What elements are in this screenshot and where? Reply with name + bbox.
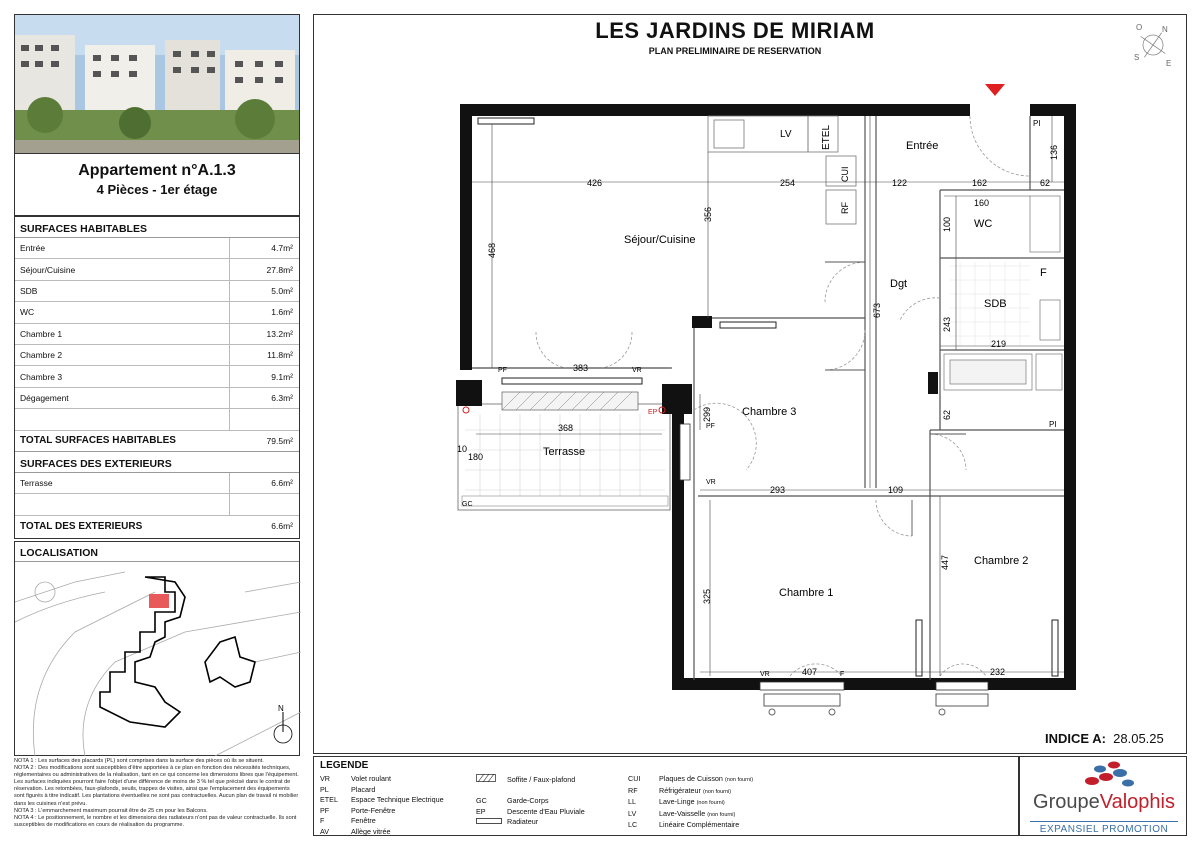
surface-row-empty: [15, 494, 299, 515]
surface-name: Terrasse: [20, 478, 53, 489]
surface-value: 27.8m²: [229, 259, 299, 279]
north-arrow-icon: [274, 704, 292, 743]
surface-name: Entrée: [20, 243, 46, 254]
dim-122: 122: [892, 178, 908, 188]
dim-62-a: 62: [1040, 178, 1051, 188]
total-habitables-row: [15, 431, 299, 452]
surface-name: SDB: [20, 285, 38, 296]
compass-o: O: [1136, 23, 1143, 32]
total-habitables-value: 79.5m²: [266, 435, 293, 446]
legend-item: Radiateur: [476, 817, 585, 828]
legend-item: F Fenêtre: [320, 816, 376, 826]
dim-254: 254: [780, 178, 796, 188]
logo: [1019, 756, 1187, 836]
surfaces-habitables-title: SURFACES HABITABLES: [15, 217, 299, 238]
soffite-hatch-icon: [476, 774, 496, 782]
project-subtitle: PLAN PRELIMINAIRE DE RESERVATION: [648, 46, 822, 56]
abbr-pi-1: PI: [1033, 119, 1041, 128]
apartment-subtitle: 4 Pièces - 1er étage: [96, 182, 218, 197]
apartment-header: [14, 154, 300, 216]
nota-1: NOTA 1 : Les surfaces des placards (PL) sont comprises dans la surface des pièces où ils se situent.: [14, 758, 264, 764]
dim-447: 447: [940, 554, 950, 570]
nota-3: NOTA 3 : L'emmarchement maximum pourrait être de 25 cm pour les Balcons.: [14, 807, 208, 814]
surface-value: 5.0m²: [229, 281, 299, 301]
nota-4: NOTA 4 : Le positionnement, le nombre et les dimensions des radiateurs n'ont pas de valeur contractuelle. Ils sont susceptibles de modifications en cours de réalisation du programme.: [14, 814, 297, 828]
project-title: LES JARDINS DE MIRIAM: [595, 18, 875, 43]
compass-s: S: [1134, 53, 1140, 62]
localisation-title: LOCALISATION: [15, 542, 299, 562]
abbr-f: F: [1040, 267, 1047, 279]
legend-item: LL Lave-Linge (non fourni): [628, 797, 725, 807]
entry-arrow-icon: [985, 84, 1005, 96]
surface-value: 6.6m²: [229, 473, 299, 493]
abbr-vr-3: VR: [760, 671, 770, 678]
dim-160: 160: [974, 198, 990, 208]
abbr-vr-2: VR: [706, 479, 716, 486]
dim-407: 407: [802, 667, 818, 677]
surface-value: 1.6m²: [229, 302, 299, 322]
total-exterieurs-value: 6.6m²: [271, 521, 293, 532]
legend-item: EP Descente d'Eau Pluviale: [476, 806, 585, 816]
logo-subtitle: EXPANSIEL PROMOTION: [1030, 821, 1178, 835]
dim-673: 673: [872, 302, 882, 318]
total-exterieurs-row: [15, 516, 299, 537]
legend-col-3: [628, 774, 753, 831]
dim-136: 136: [1049, 144, 1059, 160]
abbr-etel: ETEL: [821, 124, 832, 150]
logo-dots-icon: [1078, 759, 1138, 791]
nota-2: NOTA 2 : Des modifications sont susceptibles d'être apportées à ce plan en fonction des nécessités techniques, réglementaires ou administratives de la réalisation, tant en ce qui concerne les dimensions libres que l'équipement. Les surfaces indiquées pourront faire l'objet d'une différence de moins de 3 % tel que précisé dans le contrat de réservation. Les retombées, faux-plafonds, seuils, trappes de visites, ainsi que l'emplacement des équipements sont figurés à titre indicatif. Les plantations éventuelles ne sont pas contractuelles. Aucun plan de travail ni mobilier dans les cuisines n'est prévu.: [14, 765, 299, 807]
surface-row: [15, 238, 299, 259]
room-sejour-cuisine: Séjour/Cuisine: [624, 234, 696, 246]
legend-item: AV Allège vitrée: [320, 826, 391, 836]
surface-row: [15, 302, 299, 323]
abbr-f-2: F: [840, 671, 845, 678]
legend-item: RF Réfrigérateur (non fourni): [628, 785, 732, 795]
room-chambre-3: Chambre 3: [742, 406, 797, 418]
notes-block: [14, 758, 300, 829]
dim-162: 162: [972, 178, 988, 188]
north-letter: N: [278, 704, 284, 713]
sanitary-fixtures: [944, 196, 1062, 390]
room-dgt: Dgt: [890, 278, 908, 290]
floor-plan: [313, 14, 1187, 754]
surface-value: 11.8m²: [229, 345, 299, 365]
dim-293: 293: [770, 485, 786, 495]
apartment-location-marker: [149, 594, 169, 608]
surface-row: [15, 324, 299, 345]
legend-item: Soffite / Faux-plafond: [476, 774, 585, 786]
building-rendering-image: [15, 15, 300, 154]
legend-item: CUI Plaques de Cuisson (non fourni): [628, 774, 754, 783]
entry-door-gap: [970, 104, 1030, 116]
abbr-lv: LV: [780, 129, 792, 140]
soffite: [502, 392, 638, 410]
surface-row: [15, 345, 299, 366]
dim-356: 356: [703, 206, 713, 222]
legend-item: PL Placard: [320, 784, 376, 794]
abbr-rf: RF: [840, 202, 850, 214]
dim-325: 325: [702, 588, 712, 604]
legend-col-1: [320, 774, 444, 838]
dim-299: 299: [702, 406, 712, 422]
apartment-title: Appartement n°A.1.3: [78, 162, 236, 179]
abbr-pf-1: PF: [498, 367, 507, 374]
legend-item: LC Linéaire Complémentaire: [628, 820, 740, 830]
surface-name: WC: [20, 307, 35, 318]
legend-item: GC Garde-Corps: [476, 796, 549, 806]
abbr-ep: EP: [648, 409, 658, 416]
dim-426: 426: [587, 178, 603, 188]
localisation-map: [15, 562, 301, 756]
room-sdb: SDB: [984, 298, 1007, 310]
indice-label: INDICE A:: [1045, 731, 1106, 746]
surface-row: [15, 281, 299, 302]
indice: [1045, 731, 1164, 746]
dim-100: 100: [942, 216, 952, 232]
surface-value: 9.1m²: [229, 366, 299, 386]
legend-item: LV Lave-Vaisselle (non fourni): [628, 808, 736, 818]
room-chambre-1: Chambre 1: [779, 587, 834, 599]
legend-item: VR Volet roulant: [320, 774, 391, 783]
surface-name: Dégagement: [20, 392, 69, 403]
dim-109: 109: [888, 485, 904, 495]
abbr-pi-2: PI: [1049, 420, 1057, 429]
compass-n: N: [1162, 25, 1168, 34]
dim-468: 468: [487, 242, 497, 258]
dim-383: 383: [573, 363, 589, 373]
surface-name: Chambre 2: [20, 350, 63, 361]
total-habitables-label: TOTAL SURFACES HABITABLES: [20, 435, 176, 447]
dim-62-b: 62: [942, 409, 952, 420]
logo-name: GroupeValophis: [1033, 791, 1175, 813]
radiator-icon: [476, 818, 502, 824]
legend-title: LEGENDE: [320, 760, 369, 771]
abbr-vr-1: VR: [632, 367, 642, 374]
surface-row: [15, 473, 299, 494]
surface-value: 4.7m²: [229, 238, 299, 258]
legend: [313, 756, 1019, 836]
legend-item: PF Porte-Fenêtre: [320, 805, 396, 815]
surface-row-empty: [15, 409, 299, 430]
surface-value: 6.3m²: [229, 388, 299, 408]
building-rendering: [14, 14, 300, 154]
surface-value: 13.2m²: [229, 324, 299, 344]
compass-e: E: [1166, 59, 1172, 68]
abbr-pf-2: PF: [706, 423, 715, 430]
surface-row: [15, 366, 299, 387]
abbr-gc: GC: [462, 501, 473, 508]
dim-219: 219: [991, 339, 1007, 349]
room-entree: Entrée: [906, 140, 939, 152]
legend-col-2: [476, 774, 585, 828]
dim-10: 10: [457, 444, 468, 454]
surface-name: Séjour/Cuisine: [20, 264, 76, 275]
surfaces-exterieurs-title: SURFACES DES EXTERIEURS: [15, 452, 299, 473]
room-terrasse: Terrasse: [543, 446, 586, 458]
legend-item: ETEL Espace Technique Electrique: [320, 795, 444, 805]
surface-name: Chambre 1: [20, 328, 63, 339]
surface-row: [15, 259, 299, 280]
surface-name: Chambre 3: [20, 371, 63, 382]
door-leaves: [694, 262, 966, 536]
room-chambre-2: Chambre 2: [974, 555, 1029, 567]
surface-row: [15, 388, 299, 409]
total-exterieurs-label: TOTAL DES EXTERIEURS: [20, 520, 143, 532]
room-wc: WC: [974, 218, 993, 230]
dim-243: 243: [942, 316, 952, 332]
indice-date: 28.05.25: [1113, 731, 1164, 746]
dim-368: 368: [558, 423, 574, 433]
abbr-cui: CUI: [840, 166, 850, 182]
dim-232: 232: [990, 667, 1006, 677]
localisation-box: [14, 541, 300, 756]
dim-180: 180: [468, 452, 484, 462]
surfaces-table: [14, 216, 300, 539]
